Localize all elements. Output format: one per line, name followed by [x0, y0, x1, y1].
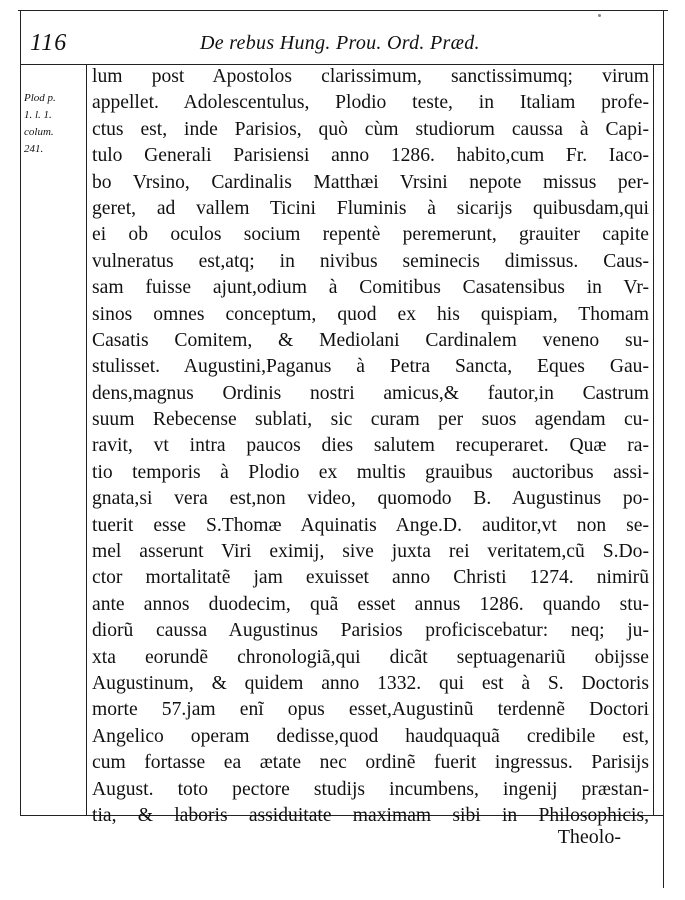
- text-line: lum post Apostolos clarissimum, sanctissimumq; virum: [92, 66, 649, 87]
- page-number: 116: [30, 30, 68, 56]
- text-column-right-rule: [653, 64, 654, 815]
- text-line: sinos omnes conceptum, quod ex his quispiam, Thomam: [92, 303, 649, 325]
- text-line: ctus est, inde Parisios, quò cùm studiorum caussa à Capi-: [92, 118, 649, 140]
- text-line: Augustinum, & quidem anno 1332. qui est à S. Doctoris: [92, 672, 649, 694]
- text-line: gnata,si vera est,non video, quomodo B. Augustinus po-: [92, 488, 649, 510]
- text-line: Angelico operam dedisse,quod haudquaquã credibile est,: [92, 725, 649, 747]
- text-line: tia, & laboris assiduitate maximam sibi in Philosophicis,: [92, 804, 649, 826]
- text-line: mel asserunt Viri eximij, sive juxta rei veritatem,cũ S.Do-: [92, 541, 649, 563]
- text-line: ante annos duodecim, quã esset annus 1286. quando stu-: [92, 593, 649, 615]
- text-line: ravit, vt intra paucos dies salutem recuperaret. Quæ ra-: [92, 435, 649, 457]
- margin-note-line: colum.: [24, 126, 54, 138]
- frame-top-rule: [18, 10, 668, 11]
- text-line: ei ob oculos socium repentè peremerunt, grauiter capite: [92, 224, 649, 246]
- text-line: morte 57.jam enĩ opus esset,Augustinũ terdennẽ Doctori: [92, 699, 649, 721]
- frame-right-rule: [663, 10, 664, 888]
- text-line: suum Rebecense sublati, sic curam per suos agendam cu-: [92, 409, 649, 431]
- catchword: Theolo-: [557, 826, 621, 848]
- text-line: dens,magnus Ordinis nostri amicus,& fautor,in Castrum: [92, 382, 649, 404]
- margin-column-rule: [86, 64, 87, 815]
- text-line: xta eorundẽ chronologiã,qui dicãt septuagenariũ obijsse: [92, 646, 649, 668]
- text-line: Casatis Comitem, & Mediolani Cardinalem veneno su-: [92, 329, 649, 351]
- text-line: ctor mortalitatẽ jam exuisset anno Christi 1274. nimirũ: [92, 567, 649, 589]
- margin-note-line: 241.: [24, 143, 44, 155]
- margin-note-line: 1. l. 1.: [24, 109, 52, 121]
- running-head: De rebus Hung. Prou. Ord. Præd.: [200, 32, 480, 54]
- margin-note-line: Plod p.: [24, 92, 56, 104]
- body-text: [92, 64, 649, 829]
- text-line: tulo Generali Parisiensi anno 1286. habito,cum Fr. Iaco-: [92, 145, 649, 167]
- margin-note: [24, 90, 84, 158]
- text-line: stulisset. Augustini,Paganus à Petra Sancta, Eques Gau-: [92, 356, 649, 378]
- text-line: bo Vrsino, Cardinalis Matthæi Vrsini nepote missus per-: [92, 171, 649, 193]
- text-line: geret, ad vallem Ticini Fluminis à sicarijs quibusdam,qui: [92, 197, 649, 219]
- text-line: vulneratus est,atq; in nivibus seminecis dimissus. Caus-: [92, 250, 649, 272]
- text-line: cum fortasse ea ætate nec ordinẽ fuerit ingressus. Parisijs: [92, 752, 649, 774]
- text-line: diorũ caussa Augustinus Parisios proficiscebatur: neq; ju-: [92, 620, 649, 642]
- text-line: tio temporis à Plodio ex multis grauibus auctoribus assi-: [92, 461, 649, 483]
- text-line: appellet. Adolescentulus, Plodio teste, in Italiam profe-: [92, 92, 649, 114]
- text-line: August. toto pectore studijs incumbens, ingenij præstan-: [92, 778, 649, 800]
- paper-speck: [598, 14, 601, 17]
- frame-left-rule: [20, 10, 21, 815]
- text-line: sam fuisse ajunt,odium à Comitibus Casatensibus in Vr-: [92, 277, 649, 299]
- text-line: tuerit esse S.Thomæ Aquinatis Ange.D. auditor,vt non se-: [92, 514, 649, 536]
